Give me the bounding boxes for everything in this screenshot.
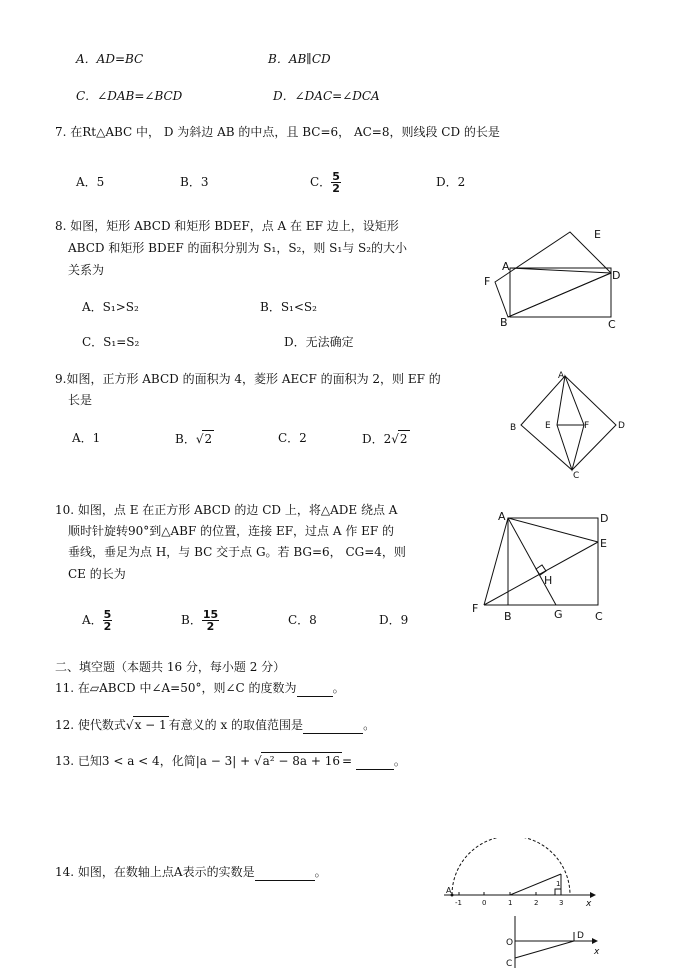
label-c: C (608, 318, 616, 331)
q14-number-line-figure (440, 838, 600, 908)
q10-option-b-fraction (202, 609, 219, 632)
tick-label: -1 (455, 899, 462, 907)
fraction-numerator: 15 (202, 608, 219, 621)
label-h: H (544, 574, 553, 587)
fraction-denominator: 2 (206, 620, 215, 633)
q7-option-c (310, 166, 341, 198)
axis-variable: x (594, 947, 600, 957)
axis-variable: x (586, 899, 592, 908)
answer-blank (255, 864, 315, 881)
q10-stem-line4: CE 的长为 (68, 567, 126, 581)
q7-option-c-fraction (331, 171, 341, 194)
segment-ae (508, 518, 598, 542)
q13-line: 13. 已知3 < a < 4，化简|a − 3| + √a² − 8a + 16 = 。 (55, 754, 406, 768)
answer-blank (356, 753, 394, 770)
tick-label: 2 (534, 899, 539, 907)
q7-option-a: A．5 (76, 175, 105, 189)
q8-stem-line3: 关系为 (68, 263, 105, 277)
q10-option-d: D．9 (379, 613, 409, 627)
tick-label: 1 (508, 899, 513, 907)
q6-option-c: C．∠DAB=∠BCD (76, 89, 183, 103)
q9-stem-line1: 9.如图，正方形 ABCD 的面积为 4，菱形 AECF 的面积为 2，则 EF 的 (55, 372, 441, 386)
label-a: A (498, 510, 506, 523)
q11-line (55, 680, 345, 697)
q8-figure (478, 222, 628, 334)
q6-option-a: A．AD=BC (76, 52, 144, 66)
q14-text: 14. 如图，在数轴上点A表示的实数是 (55, 865, 255, 879)
q7-option-d: D．2 (436, 175, 466, 189)
segment-ag (508, 518, 556, 605)
q9-option-b: B．√2 (175, 432, 213, 446)
q13-post: = (341, 754, 353, 768)
q9-figure (504, 368, 630, 482)
axis-arrow (592, 938, 598, 944)
label-b: B (510, 423, 517, 433)
q10-option-b (181, 604, 219, 636)
section2-heading: 二、填空题（本题共 16 分，每小题 2 分） (55, 660, 286, 674)
tick-label: 0 (482, 899, 487, 907)
q12-line: 12. 使代数式√x − 1 有意义的 x 的取值范围是 。 (55, 718, 376, 732)
radicand: a² − 8a + 16 (262, 754, 340, 768)
q9-option-b-label: B． (175, 432, 196, 446)
rectangle-bdef (495, 232, 611, 317)
q7-option-c-label: C． (310, 175, 332, 189)
q9-option-a: A．1 (72, 431, 101, 445)
label-d: D (618, 421, 625, 431)
label-g: G (554, 608, 563, 621)
label-f: F (484, 275, 491, 288)
fraction-denominator: 2 (103, 620, 112, 633)
q14-second-figure (500, 912, 610, 970)
q12-pre: 12. 使代数式 (55, 718, 126, 732)
diagonal-bd (508, 273, 611, 317)
q14-tail: 。 (314, 865, 327, 879)
right-angle-mark (555, 889, 561, 895)
fraction-numerator: 5 (103, 608, 112, 621)
point-a-label: A (446, 886, 452, 895)
q10-stem-line2: 顺时针旋转90°到△ABF 的位置，连接 EF，过点 A 作 EF 的 (68, 524, 395, 538)
q10-figure (470, 508, 620, 626)
q7-option-b: B．3 (180, 175, 209, 189)
q8-option-c: C．S₁=S₂ (82, 335, 140, 349)
q10-option-a-label: A． (82, 613, 103, 627)
label-c: C (506, 959, 513, 969)
q8-option-b: B．S₁<S₂ (260, 300, 317, 314)
axis-arrow (590, 892, 596, 898)
segment-af (484, 518, 508, 605)
q9-option-d-label: D．2 (362, 432, 392, 446)
label-c: C (595, 610, 603, 623)
q9-option-d: D．2√2 (362, 432, 408, 446)
label-d: D (612, 269, 621, 282)
q10-option-b-label: B． (181, 613, 202, 627)
label-d: D (577, 931, 584, 941)
q11-tail: 。 (332, 681, 345, 695)
q6-option-b: B．AB∥CD (268, 52, 331, 66)
q8-stem-line1: 8. 如图，矩形 ABCD 和矩形 BDEF，点 A 在 EF 边上，设矩形 (55, 219, 399, 233)
q8-option-d: D．无法确定 (284, 335, 354, 349)
q10-option-c: C．8 (288, 613, 317, 627)
q9-option-c: C．2 (278, 431, 307, 445)
diagonal-ad (510, 268, 611, 273)
q8-option-a: A．S₁>S₂ (82, 300, 139, 314)
label-o: O (506, 938, 514, 948)
q12-post: 有意义的 x 的取值范围是 (168, 718, 304, 732)
q10-stem-line3: 垂线，垂足为点 H，与 BC 交于点 G。若 BG=6， CG=4，则 (68, 545, 406, 559)
q10-option-a (82, 604, 112, 636)
square-abcd (521, 376, 616, 470)
label-f: F (584, 421, 590, 431)
q11-text: 11. 在▱ABCD 中∠A=50°，则∠C 的度数为 (55, 681, 297, 695)
label-b: B (500, 316, 508, 329)
square-abcd (508, 518, 598, 605)
label-e: E (545, 421, 551, 431)
q13-pre: 13. 已知3 < a < 4，化简|a − 3| + (55, 754, 254, 768)
q6-option-d: D．∠DAC=∠DCA (273, 89, 380, 103)
segment-fe (484, 542, 598, 605)
q13-tail: 。 (393, 754, 406, 768)
label-e: E (594, 228, 601, 241)
label-d: D (600, 512, 609, 525)
q8-stem-line2: ABCD 和矩形 BDEF 的面积分别为 S₁，S₂，则 S₁与 S₂的大小 (68, 241, 408, 255)
label-f: F (472, 602, 479, 615)
hypotenuse (510, 874, 561, 895)
tick-label: 3 (559, 899, 564, 907)
radicand: 2 (204, 432, 213, 446)
q7-stem: 7. 在Rt△ABC 中， D 为斜边 AB 的中点，且 BC=6， AC=8，则线段 CD 的长是 (55, 125, 500, 139)
radicand: 2 (399, 432, 408, 446)
arc (452, 838, 570, 895)
segment-cd (515, 941, 574, 958)
q9-stem-line2: 长是 (68, 393, 93, 407)
answer-blank (303, 717, 363, 734)
label-c: C (573, 471, 580, 481)
answer-blank (297, 680, 333, 697)
q10-stem-line1: 10. 如图，点 E 在正方形 ABCD 的边 CD 上，将△ADE 绕点 A (55, 503, 398, 517)
fraction-numerator: 5 (332, 170, 340, 183)
q14-line (55, 864, 327, 881)
q10-option-a-fraction (103, 609, 113, 632)
label-a: A (502, 260, 510, 273)
fraction-denominator: 2 (332, 182, 340, 195)
radicand: x − 1 (134, 718, 167, 732)
label-e: E (600, 537, 607, 550)
q12-tail: 。 (363, 718, 376, 732)
unit-label: 1 (556, 880, 561, 888)
label-a: A (558, 371, 565, 381)
label-b: B (504, 610, 512, 623)
